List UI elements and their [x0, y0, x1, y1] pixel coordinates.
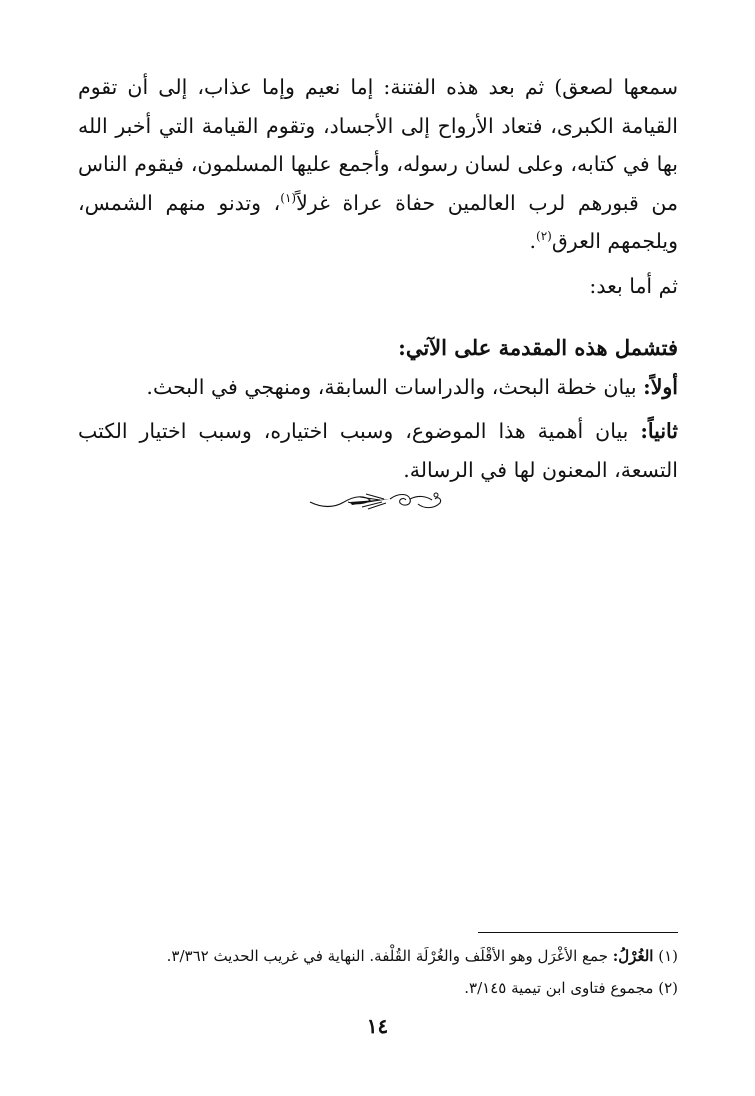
paragraph-1-end: . — [529, 229, 537, 253]
footnote-ref-1: (١) — [280, 190, 297, 205]
footnote-2 — [78, 972, 678, 1004]
footnote-number: (١) — [658, 947, 678, 965]
section-heading: فتشمل هذه المقدمة على الآتي: — [398, 335, 678, 360]
page-number: ١٤ — [366, 1014, 389, 1038]
list-item-text: بيان خطة البحث، والدراسات السابقة، ومنهجي في البحث. — [146, 374, 644, 399]
list-item-label: أولاً: — [643, 374, 678, 399]
list-item — [78, 412, 678, 489]
list-item — [78, 368, 678, 407]
paragraph-1 — [78, 68, 678, 261]
ornament-divider-icon — [308, 487, 444, 517]
footnote-text: جمع الأغْرَل وهو الأقْلَف والغُرْلَة القُلْفة. النهاية في غريب الحديث ٣/٣٦٢. — [166, 947, 613, 965]
paragraph-1-text: سمعها لصعق) ثم بعد هذه الفتنة: إما نعيم وإما عذاب، إلى أن تقوم القيامة الكبرى، فتعاد الأرواح إلى الأجساد، وتقوم القيامة التي أخبر الله بها في كتابه، وعلى لسان رسوله، وأجمع عليها المسلمون، فيقوم الناس من قبورهم لرب العالمين حفاة عراة غرلاً — [78, 75, 678, 215]
footnote-term: الغُرْلُ: — [612, 947, 654, 965]
footnote-number: (٢) — [658, 979, 678, 997]
footnote-text: مجموع فتاوى ابن تيمية ٣/١٤٥. — [464, 979, 654, 997]
footnotes — [78, 940, 678, 1004]
list-item-text: بيان أهمية هذا الموضوع، وسبب اختياره، وسبب اختيار الكتب التسعة، المعنون لها في الرسالة. — [78, 419, 678, 482]
after-phrase: ثم أما بعد: — [589, 273, 678, 298]
list-item-label: ثانياً: — [640, 419, 678, 443]
footnote-separator — [478, 932, 678, 933]
footnote-1 — [78, 940, 678, 972]
paragraph-1-text-2: ، وتدنو منهم الشمس، ويلجمهم العرق — [78, 190, 678, 253]
footnote-ref-2: (٢) — [536, 229, 552, 244]
main-text — [78, 68, 678, 489]
